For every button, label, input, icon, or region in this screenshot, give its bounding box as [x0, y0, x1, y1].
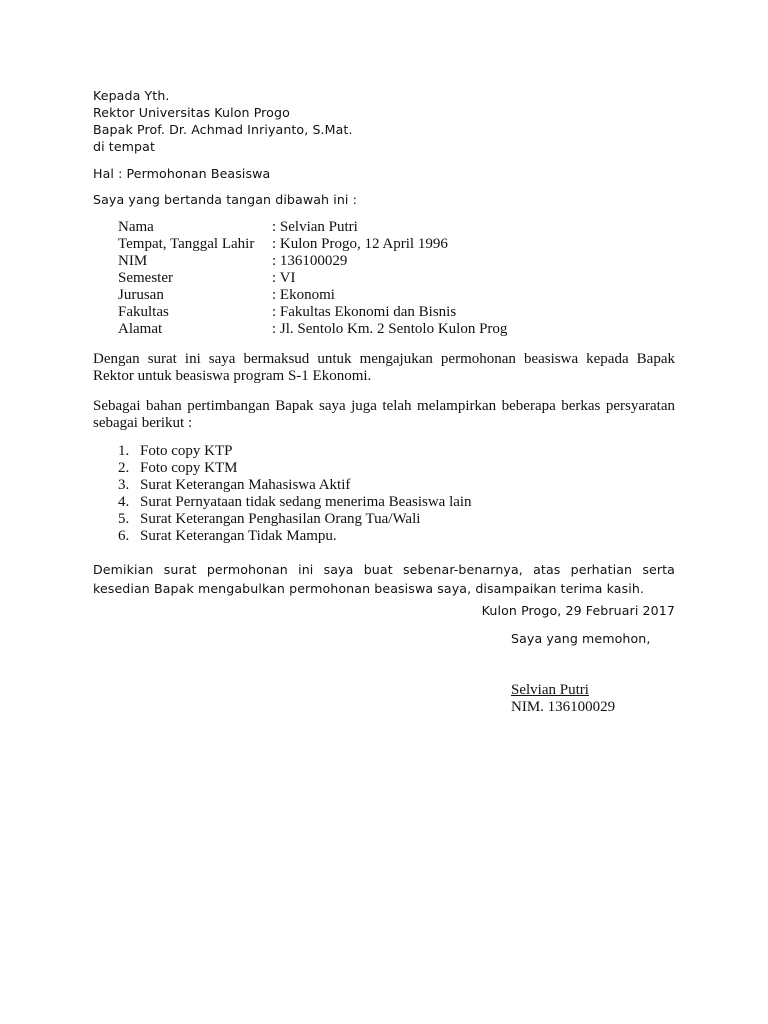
list-item — [118, 443, 472, 460]
list-number: 4. — [118, 494, 130, 510]
identity-value: : Fakultas Ekonomi dan Bisnis — [272, 304, 457, 320]
list-text: Foto copy KTP — [140, 443, 233, 459]
list-number: 2. — [118, 460, 130, 476]
intro-line: Saya yang bertanda tangan dibawah ini : — [93, 192, 357, 207]
identity-label: Semester — [118, 270, 173, 286]
closing-paragraph: Demikian surat permohonan ini saya buat sebenar-benarnya, atas perhatian serta kesedian Bapak mengabulkan permohonan beasiswa saya, disampaikan terima kasih. — [93, 562, 675, 596]
identity-row — [118, 236, 507, 253]
identity-value: : 136100029 — [272, 253, 348, 269]
identity-value: : Ekonomi — [272, 287, 335, 303]
identity-label: Nama — [118, 219, 154, 235]
list-item — [118, 528, 472, 545]
list-number: 5. — [118, 511, 130, 527]
identity-row — [118, 287, 507, 304]
identity-value: : VI — [272, 270, 296, 286]
attachments-paragraph: Sebagai bahan pertimbangan Bapak saya juga telah melampirkan beberapa berkas persyaratan sebagai berikut : — [93, 398, 675, 431]
identity-label: Alamat — [118, 321, 163, 337]
place-date: Kulon Progo, 29 Februari 2017 — [481, 603, 675, 618]
purpose-paragraph: Dengan surat ini saya bermaksud untuk mengajukan permohonan beasiswa kepada Bapak Rektor untuk beasiswa program S-1 Ekonomi. — [93, 351, 675, 384]
addressee-line: Rektor Universitas Kulon Progo — [93, 105, 290, 120]
list-number: 1. — [118, 443, 130, 459]
list-text: Surat Pernyataan tidak sedang menerima Beasiswa lain — [140, 494, 472, 510]
addressee-line: Bapak Prof. Dr. Achmad Inriyanto, S.Mat. — [93, 122, 353, 137]
identity-value: : Kulon Progo, 12 April 1996 — [272, 236, 448, 252]
signer-nim: NIM. 136100029 — [511, 699, 616, 715]
identity-row — [118, 270, 507, 287]
list-number: 6. — [118, 528, 130, 544]
addressee-line: Kepada Yth. — [93, 88, 170, 103]
identity-label: Fakultas — [118, 304, 169, 320]
identity-row — [118, 321, 507, 338]
requirements-list — [118, 443, 472, 545]
identity-row — [118, 253, 507, 270]
identity-label: Jurusan — [118, 287, 164, 303]
list-text: Foto copy KTM — [140, 460, 238, 476]
identity-value: : Selvian Putri — [272, 219, 358, 235]
list-text: Surat Keterangan Tidak Mampu. — [140, 528, 337, 544]
addressee-line: di tempat — [93, 139, 155, 154]
list-item — [118, 460, 472, 477]
identity-value: : Jl. Sentolo Km. 2 Sentolo Kulon Prog — [272, 321, 508, 337]
list-item — [118, 494, 472, 511]
identity-row — [118, 304, 507, 321]
list-text: Surat Keterangan Mahasiswa Aktif — [140, 477, 351, 493]
identity-label: Tempat, Tanggal Lahir — [118, 236, 255, 252]
list-item — [118, 511, 472, 528]
addressee-block — [93, 87, 675, 155]
signoff-line: Saya yang memohon, — [511, 631, 651, 646]
identity-table — [118, 219, 507, 338]
subject-line: Hal : Permohonan Beasiswa — [93, 166, 271, 181]
identity-label: NIM — [118, 253, 148, 269]
signature-block — [511, 682, 615, 716]
list-text: Surat Keterangan Penghasilan Orang Tua/Wali — [140, 511, 421, 527]
signer-name: Selvian Putri — [511, 682, 589, 698]
list-item — [118, 477, 472, 494]
list-number: 3. — [118, 477, 130, 493]
identity-row — [118, 219, 507, 236]
